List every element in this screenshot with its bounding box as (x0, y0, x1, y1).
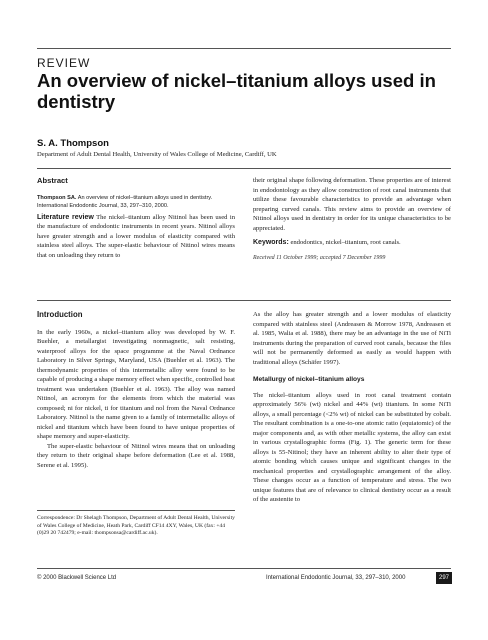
received-dates: Received 11 October 1999; accepted 7 December 1999 (253, 254, 386, 261)
abstract-lead: Literature review (37, 213, 94, 221)
abstract-left-column (37, 176, 235, 260)
intro-right-paragraph-1: As the alloy has greater strength and a lower modulus of elasticity compared with stainless steel (Andreasen & Morrow 1978, Andreasen et al. 1985, Walia et al. 1988), there may be an advantage in the use of NiTi instruments during the preparation of curved root canals, because the files will not be permanently deformed as easily as would happen with traditional alloys (Schäfer 1997). (253, 311, 451, 366)
article-type: REVIEW (37, 56, 91, 70)
introduction-heading: Introduction (37, 310, 83, 319)
keywords-text: endodontics, nickel–titanium, root canals. (290, 239, 401, 246)
citation-text: An overview of nickel–titanium alloys used in dentistry. International Endodontic Journal, 33, 297–310, 2000. (37, 194, 213, 209)
intro-right-column (253, 310, 451, 505)
footer-rule (37, 568, 451, 569)
abstract-body-left (37, 213, 235, 261)
intro-paragraph-1: In the early 1960s, a nickel–titanium alloy was developed by W. F. Buehler, a metallargist investigating nonmagnetic, salt resisting, waterproof alloys for the space programme at the Naval Ordnance Laboratory in Silver Springs, Maryland, USA (Buehler et al. 1963). The thermodynamic properties of this intermetallic alloy were found to be capable of producing a shape memory effect when specific, controlled heat treatment was undertaken (Buehler et al. 1963). The alloy was named Nitinol, an acronym for the elements from which the material was composed; ni for nickel, ti for titanium and nol from the Naval Ordnance Laboratory. Nitinol is the name given to a family of intermetallic alloys of nickel and titanium which have been found to have unique properties of shape memory and super-elasticity. (37, 328, 235, 440)
copyright: © 2000 Blackwell Science Ltd (37, 575, 117, 581)
article-title: An overview of nickel–titanium alloys used in dentistry (37, 70, 436, 112)
abstract-text-right: their original shape following deformation. These properties are of interest in endodontology as they allow construction of root canal instruments that utilize these favourable characteristics to provide an advantage when preparing curved canals. This review aims to provide an overview of Nitinol alloys used in dentistry in order for its unique characteristics to be appreciated. (253, 177, 451, 232)
page-number: 297 (436, 572, 452, 584)
correspondence-footnote: Correspondence: Dr Shelagh Thompson, Department of Adult Dental Health, University of Wales College of Medicine, Heath Park, Cardiff CF14 4XY, Wales, UK (fax: +44 (0)29 20 742479; e-mail: thompsonsa@cardiff.ac.uk). (37, 515, 235, 537)
abstract-citation (37, 194, 235, 210)
introduction-rule (37, 300, 451, 301)
journal-citation: International Endodontic Journal, 33, 297–310, 2000 (266, 575, 406, 581)
metallurgy-heading: Metallurgy of nickel–titanium alloys (253, 376, 365, 383)
abstract-text-left: The nickel–titanium alloy Nitinol has been used in the manufacture of endodontic instruments in recent years. Nitinol alloys have greater strength and a lower modulus of elasticity compared with stainless steel alloys. The super-elastic behaviour of Nitinol wires means that on unloading they return to (37, 213, 235, 259)
abstract-heading: Abstract (37, 176, 68, 185)
author-affiliation: Department of Adult Dental Health, University of Wales College of Medicine, Cardiff, UK (37, 151, 277, 158)
citation-author: Thompson SA. (37, 194, 77, 201)
abstract-rule (37, 168, 451, 169)
intro-paragraph-2: The super-elastic behaviour of Nitinol wires means that on unloading they return to their original shape before deformation (Lee et al. 1988, Serene et al. 1995). (37, 442, 235, 469)
footnote-rule (37, 510, 235, 511)
author-name: S. A. Thompson (37, 138, 109, 149)
metallurgy-paragraph: The nickel–titanium alloys used in root canal treatment contain approximately 56% (wt) nickel and 44% (wt) titanium. In some NiTi alloys, a small percentage (<2% wt) of nickel can be substituted by cobalt. The resultant combination is a one-to-one atomic ratio (equiatomic) of the major components and, as with other metallic systems, the alloy can exist in various crystallographic forms (Fig. 1). The generic term for these alloys is 55-Nitinol; they have an inherent ability to alter their type of atomic bonding which causes unique and significant changes in the mechanical properties and crystallographic arrangement of the alloy. These changes occur as a function of temperature and stress. The two unique features that are of relevance to clinical dentistry occur as a result of the austenite to (253, 391, 451, 503)
abstract-right-column (253, 176, 451, 263)
keywords-label: Keywords: (253, 239, 289, 246)
keywords (253, 238, 451, 248)
intro-left-column (37, 310, 235, 470)
top-rule (37, 48, 451, 49)
